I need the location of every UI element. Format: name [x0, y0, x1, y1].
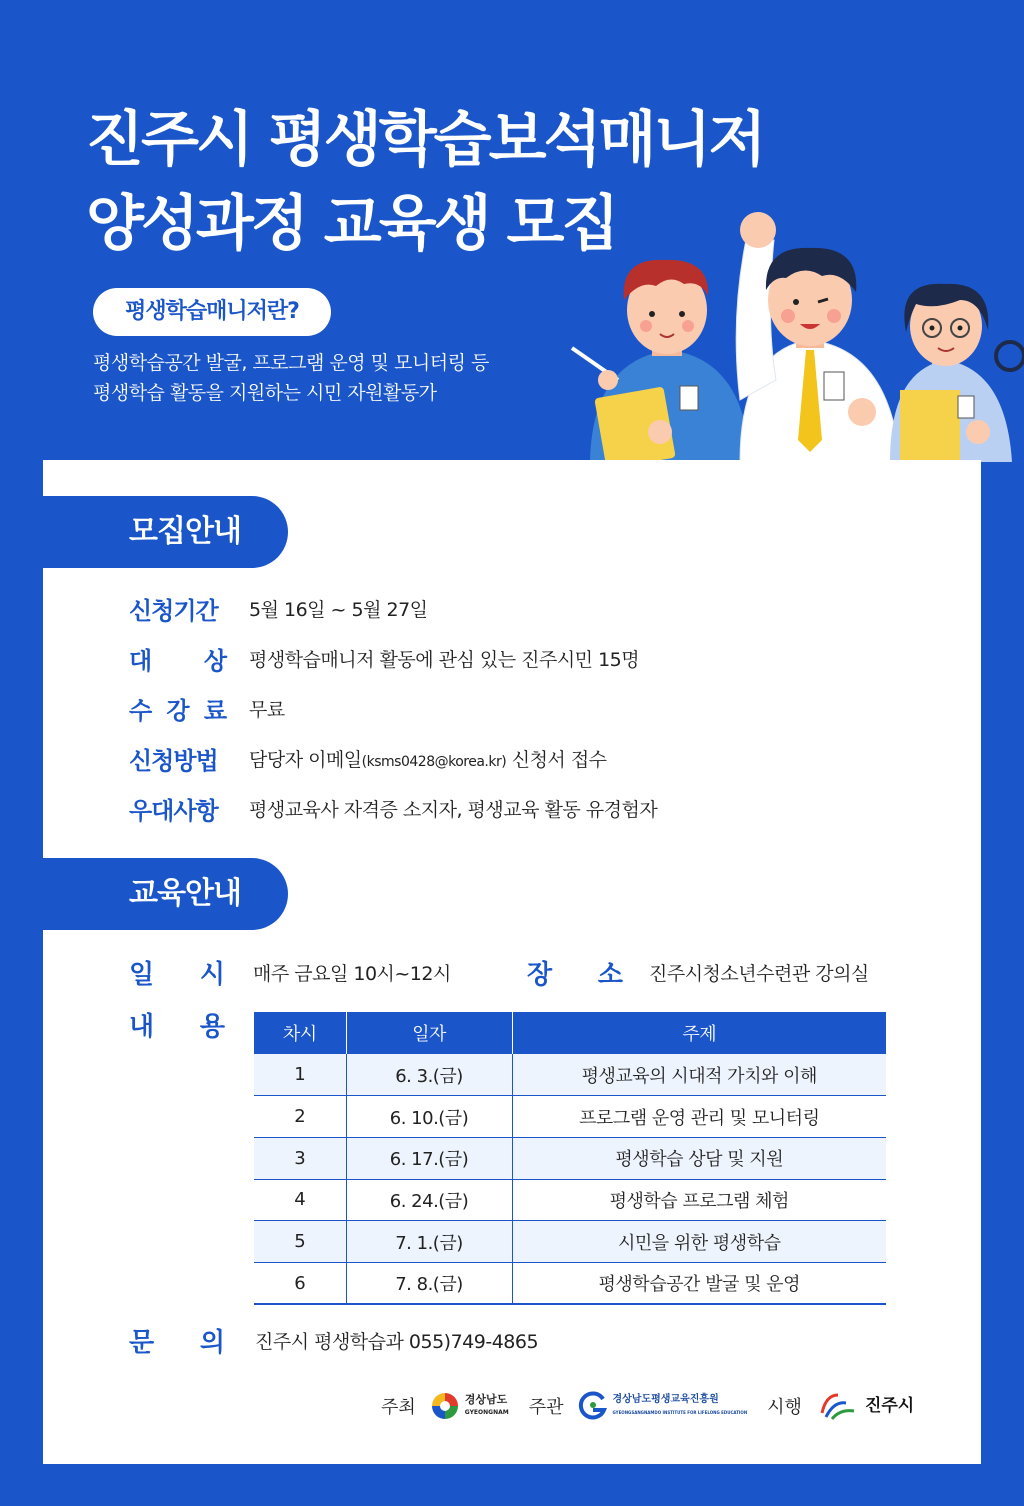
- preference-row: [129, 790, 657, 826]
- table-row: [254, 1054, 886, 1096]
- apply-period-value: 5월 16일 ~ 5월 27일: [249, 598, 428, 621]
- preference-value: 평생교육사 자격증 소지자, 평생교육 활동 유경험자: [249, 798, 658, 821]
- host-label: 주최: [381, 1397, 416, 1418]
- host-name-en: GYEONGNAM: [464, 1409, 509, 1416]
- sponsor-footer: [381, 1386, 926, 1426]
- cell-topic: 평생학습 상담 및 지원: [512, 1137, 886, 1179]
- executor-label: 시행: [767, 1397, 802, 1418]
- host-name: 경상남도: [464, 1393, 508, 1406]
- target-row: [129, 640, 639, 676]
- datetime-value: 매주 금요일 10시~12시: [253, 962, 451, 985]
- schedule-table: [254, 1012, 886, 1305]
- definition-pill: 평생학습매니저란?: [93, 288, 331, 336]
- cell-session: 3: [254, 1137, 346, 1179]
- header-date: 일자: [346, 1012, 512, 1054]
- apply-method-label: 신청방법: [129, 746, 218, 775]
- table-row: [254, 1262, 886, 1304]
- table-row: [254, 1096, 886, 1138]
- cell-session: 5: [254, 1221, 346, 1263]
- target-label: 대 상: [129, 646, 226, 675]
- table-row: [254, 1137, 886, 1179]
- cell-date: 6. 17.(금): [346, 1137, 512, 1179]
- apply-method-value: 담당자 이메일(ksms0428@korea.kr) 신청서 접수: [249, 748, 607, 771]
- person-right-illustration: [890, 284, 1024, 462]
- content-card: [43, 460, 981, 1464]
- inquiry-value: 진주시 평생학습과 055)749-4865: [255, 1330, 539, 1353]
- inquiry-label: 문 의: [129, 1327, 225, 1358]
- title-line-1: 진주시 평생학습보석매니저: [86, 105, 764, 175]
- cell-date: 6. 10.(금): [346, 1096, 512, 1138]
- place-row: [527, 954, 869, 990]
- cell-topic: 시민을 위한 평생학습: [512, 1221, 886, 1263]
- contact-email[interactable]: (ksms0428@korea.kr): [361, 753, 507, 770]
- apply-period-row: [129, 590, 428, 626]
- datetime-row: [129, 954, 451, 990]
- jinju-emblem-icon: [816, 1389, 860, 1423]
- cell-topic: 평생학습공간 발굴 및 운영: [512, 1262, 886, 1304]
- fee-row: [129, 690, 285, 726]
- gyeongnam-emblem-icon: [430, 1391, 460, 1421]
- gyeongnam-logo: [430, 1391, 509, 1421]
- header-session: 차시: [254, 1012, 346, 1054]
- cell-date: 7. 8.(금): [346, 1262, 512, 1304]
- place-label: 장 소: [527, 959, 623, 990]
- cell-session: 2: [254, 1096, 346, 1138]
- cell-topic: 평생학습 프로그램 체험: [512, 1179, 886, 1221]
- person-left-illustration: [572, 260, 750, 462]
- recruit-section-title: 모집안내: [43, 496, 288, 568]
- organizer-label: 주관: [528, 1397, 564, 1418]
- content-row: [129, 1006, 225, 1042]
- apply-method-row: [129, 740, 607, 776]
- header-topic: 주제: [512, 1012, 886, 1054]
- organizer-name-en: GYEONGSANGNAMDO INSTITUTE FOR LIFELONG EDUCATION: [612, 1410, 748, 1415]
- fee-label: 수 강 료: [129, 696, 226, 725]
- person-middle-illustration: [736, 212, 900, 462]
- cell-date: 6. 24.(금): [346, 1179, 512, 1221]
- organizer-name: 경상남도평생교육진흥원: [612, 1394, 719, 1405]
- cell-topic: 프로그램 운영 관리 및 모니터링: [512, 1096, 886, 1138]
- definition-description: [93, 348, 489, 408]
- people-illustration: [560, 200, 1024, 462]
- institute-emblem-icon: [577, 1391, 607, 1421]
- content-label: 내 용: [129, 1011, 225, 1042]
- inquiry-row: [129, 1322, 538, 1358]
- table-row: [254, 1179, 886, 1221]
- cell-session: 4: [254, 1179, 346, 1221]
- jinju-logo: [816, 1389, 914, 1423]
- title-line-2: 양성과정 교육생 모집: [86, 189, 617, 259]
- apply-period-label: 신청기간: [129, 596, 218, 625]
- cell-date: 7. 1.(금): [346, 1221, 512, 1263]
- table-row: [254, 1221, 886, 1263]
- cell-session: 6: [254, 1262, 346, 1304]
- education-section-title: 교육안내: [43, 858, 288, 930]
- datetime-label: 일 시: [129, 959, 225, 990]
- preference-label: 우대사항: [129, 796, 218, 825]
- target-value: 평생학습매니저 활동에 관심 있는 진주시민 15명: [249, 648, 640, 671]
- place-value: 진주시청소년수련관 강의실: [649, 962, 869, 985]
- institute-logo: [577, 1391, 747, 1421]
- executor-name: 진주시: [864, 1395, 915, 1416]
- definition-line-2: 평생학습 활동을 지원하는 시민 자원활동가: [93, 382, 437, 404]
- cell-topic: 평생교육의 시대적 가치와 이해: [512, 1054, 886, 1096]
- cell-date: 6. 3.(금): [346, 1054, 512, 1096]
- table-header-row: [254, 1012, 886, 1054]
- definition-line-1: 평생학습공간 발굴, 프로그램 운영 및 모니터링 등: [93, 352, 489, 374]
- fee-value: 무료: [249, 698, 285, 721]
- cell-session: 1: [254, 1054, 346, 1096]
